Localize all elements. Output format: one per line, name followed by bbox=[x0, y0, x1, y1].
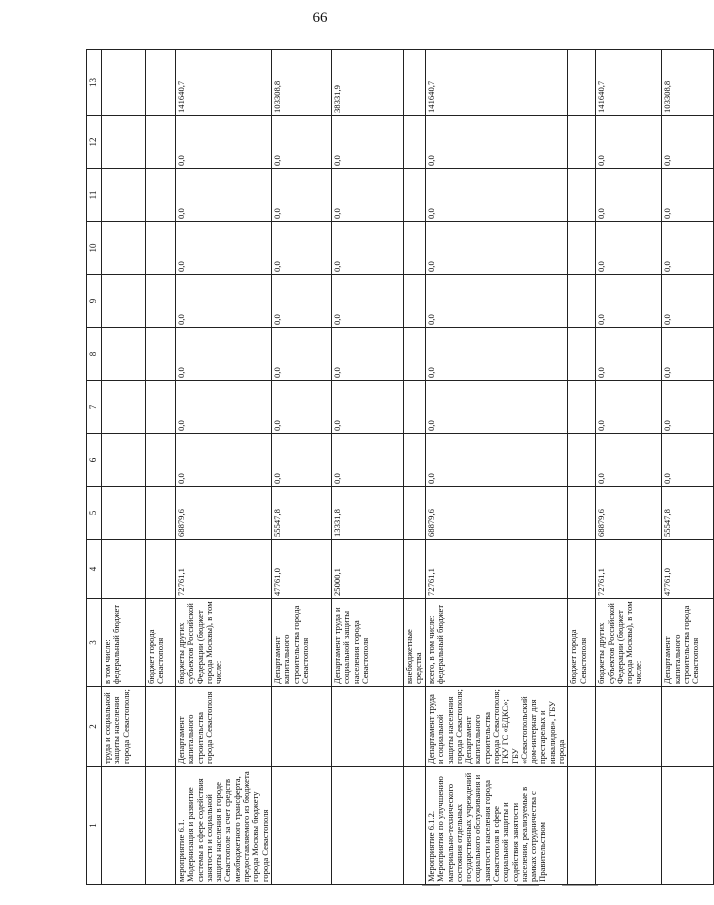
amount-cell: 0,0 bbox=[596, 116, 662, 169]
amount-cell: 68879,6 bbox=[596, 487, 662, 540]
amount-cell bbox=[568, 222, 596, 275]
amount-cell bbox=[568, 116, 596, 169]
column-header: 5 bbox=[87, 487, 102, 540]
table-row bbox=[332, 50, 404, 885]
amount-cell bbox=[146, 434, 176, 487]
page-number: 66 bbox=[312, 10, 328, 26]
responsible-executor-cell bbox=[272, 687, 332, 767]
amount-cell: 0,0 bbox=[662, 434, 714, 487]
amount-cell: 25000,1 bbox=[332, 540, 404, 599]
amount-cell bbox=[102, 381, 146, 434]
funding-source-cell: в том числе: федеральный бюджет bbox=[102, 599, 146, 687]
amount-cell bbox=[146, 222, 176, 275]
column-header: 8 bbox=[87, 328, 102, 381]
amount-cell: 0,0 bbox=[176, 169, 272, 222]
amount-cell: 0,0 bbox=[332, 434, 404, 487]
amount-cell: 0,0 bbox=[662, 222, 714, 275]
amount-cell bbox=[146, 169, 176, 222]
amount-cell: 0,0 bbox=[596, 222, 662, 275]
table-row bbox=[404, 50, 426, 885]
amount-cell: 0,0 bbox=[596, 169, 662, 222]
amount-cell bbox=[404, 540, 426, 599]
table-row bbox=[102, 50, 146, 885]
amount-cell: 0,0 bbox=[176, 116, 272, 169]
table-body bbox=[87, 50, 714, 885]
activity-name-cell: Мероприятие 6.1.2. Мероприятия по улучшению материально-технического состояния отдельных государственных учреждений социального обслуживания и занятости населения города Севастополя в сфере социальной защиты и содействия занятости населения, реализуемые в рамках сотрудничества с Правительством bbox=[426, 767, 568, 885]
amount-cell: 0,0 bbox=[332, 169, 404, 222]
amount-cell: 0,0 bbox=[332, 116, 404, 169]
amount-cell: 0,0 bbox=[426, 116, 568, 169]
amount-cell bbox=[404, 50, 426, 116]
amount-cell bbox=[404, 275, 426, 328]
table-row bbox=[426, 50, 568, 885]
rotated-table-container bbox=[86, 50, 701, 885]
responsible-executor-cell bbox=[596, 687, 662, 767]
amount-cell bbox=[568, 434, 596, 487]
amount-cell: 0,0 bbox=[272, 381, 332, 434]
activity-name-cell bbox=[568, 767, 596, 885]
amount-cell: 0,0 bbox=[272, 222, 332, 275]
amount-cell bbox=[404, 116, 426, 169]
amount-cell: 0,0 bbox=[332, 222, 404, 275]
funding-source-cell: всего, в том числе: федеральный бюджет bbox=[426, 599, 568, 687]
responsible-executor-cell bbox=[568, 687, 596, 767]
amount-cell: 72761,1 bbox=[426, 540, 568, 599]
table-row bbox=[272, 50, 332, 885]
column-header: 7 bbox=[87, 381, 102, 434]
amount-cell bbox=[146, 487, 176, 540]
amount-cell: 0,0 bbox=[176, 275, 272, 328]
amount-cell bbox=[102, 169, 146, 222]
column-header: 4 bbox=[87, 540, 102, 599]
column-header: 3 bbox=[87, 599, 102, 687]
amount-cell: 141640,7 bbox=[596, 50, 662, 116]
amount-cell bbox=[568, 169, 596, 222]
activity-name-cell bbox=[662, 767, 714, 885]
amount-cell: 103308,8 bbox=[662, 50, 714, 116]
amount-cell: 72761,1 bbox=[176, 540, 272, 599]
column-header: 11 bbox=[87, 169, 102, 222]
column-number-row bbox=[87, 50, 102, 885]
amount-cell: 0,0 bbox=[426, 222, 568, 275]
funding-source-cell: бюджеты других субъектов Российской Федерации (бюджет города Москвы), в том числе: bbox=[176, 599, 272, 687]
amount-cell: 0,0 bbox=[426, 169, 568, 222]
amount-cell bbox=[102, 116, 146, 169]
amount-cell: 0,0 bbox=[426, 328, 568, 381]
amount-cell bbox=[102, 487, 146, 540]
amount-cell: 103308,8 bbox=[272, 50, 332, 116]
amount-cell bbox=[568, 275, 596, 328]
column-header: 13 bbox=[87, 50, 102, 116]
amount-cell: 47761,0 bbox=[272, 540, 332, 599]
column-header: 2 bbox=[87, 687, 102, 767]
activity-name-cell bbox=[102, 767, 146, 885]
amount-cell: 0,0 bbox=[426, 381, 568, 434]
amount-cell: 0,0 bbox=[272, 328, 332, 381]
amount-cell: 68879,6 bbox=[426, 487, 568, 540]
amount-cell: 0,0 bbox=[426, 434, 568, 487]
amount-cell: 0,0 bbox=[176, 222, 272, 275]
amount-cell bbox=[146, 116, 176, 169]
amount-cell: 13331,8 bbox=[332, 487, 404, 540]
amount-cell: 0,0 bbox=[426, 275, 568, 328]
activity-name-cell: мероприятие 6.1. Модернизация и развитие системы в сфере содействия занятости и социальной защиты населения в городе Севастополе за счет средств межбюджетного трансферта, предоставляемого из бюджета города Москвы бюджету города Севастополя bbox=[176, 767, 272, 885]
amount-cell: 0,0 bbox=[272, 169, 332, 222]
column-header: 6 bbox=[87, 434, 102, 487]
amount-cell: 0,0 bbox=[662, 169, 714, 222]
amount-cell: 55547,8 bbox=[662, 487, 714, 540]
amount-cell: 0,0 bbox=[662, 328, 714, 381]
column-header: 10 bbox=[87, 222, 102, 275]
scan-artifact-marks bbox=[422, 885, 602, 889]
funding-source-cell: Департамент капитального строительства города Севастополя bbox=[272, 599, 332, 687]
amount-cell bbox=[404, 434, 426, 487]
amount-cell bbox=[568, 381, 596, 434]
amount-cell bbox=[146, 275, 176, 328]
amount-cell bbox=[568, 50, 596, 116]
table-row bbox=[146, 50, 176, 885]
amount-cell: 0,0 bbox=[662, 381, 714, 434]
responsible-executor-cell bbox=[404, 687, 426, 767]
responsible-executor-cell bbox=[332, 687, 404, 767]
amount-cell: 0,0 bbox=[272, 116, 332, 169]
amount-cell bbox=[568, 540, 596, 599]
amount-cell: 0,0 bbox=[272, 434, 332, 487]
amount-cell: 55547,8 bbox=[272, 487, 332, 540]
table-row bbox=[176, 50, 272, 885]
amount-cell bbox=[102, 222, 146, 275]
table-row bbox=[596, 50, 662, 885]
amount-cell bbox=[146, 381, 176, 434]
column-header: 12 bbox=[87, 116, 102, 169]
amount-cell bbox=[404, 169, 426, 222]
amount-cell bbox=[146, 540, 176, 599]
amount-cell bbox=[102, 50, 146, 116]
activity-name-cell bbox=[596, 767, 662, 885]
table-row bbox=[662, 50, 714, 885]
activity-name-cell bbox=[146, 767, 176, 885]
responsible-executor-cell: Департамент труда и социальной защиты населения города Севастополя; Департамент капитального строительства города Севастополя; ГКУ ГС «ЕДКС»; ГБУ «Севастопольский дом-интернат для престарелых и инвалидов», ГБУ города bbox=[426, 687, 568, 767]
funding-source-cell: бюджеты других субъектов Российской Федерации (бюджет города Москвы), в том числе: bbox=[596, 599, 662, 687]
amount-cell: 0,0 bbox=[332, 381, 404, 434]
amount-cell bbox=[102, 434, 146, 487]
amount-cell: 0,0 bbox=[662, 275, 714, 328]
activity-name-cell bbox=[332, 767, 404, 885]
amount-cell: 0,0 bbox=[596, 275, 662, 328]
amount-cell: 0,0 bbox=[596, 328, 662, 381]
amount-cell bbox=[404, 381, 426, 434]
activity-name-cell bbox=[404, 767, 426, 885]
amount-cell bbox=[404, 487, 426, 540]
amount-cell: 0,0 bbox=[176, 434, 272, 487]
amount-cell: 72761,1 bbox=[596, 540, 662, 599]
funding-source-cell: бюджет города Севастополя bbox=[568, 599, 596, 687]
amount-cell bbox=[404, 328, 426, 381]
funding-source-cell: бюджет города Севастополя bbox=[146, 599, 176, 687]
column-header: 9 bbox=[87, 275, 102, 328]
funding-source-cell: Департамент труда и социальной защиты населения города Севастополя bbox=[332, 599, 404, 687]
column-header: 1 bbox=[87, 767, 102, 885]
amount-cell bbox=[404, 222, 426, 275]
amount-cell bbox=[146, 50, 176, 116]
responsible-executor-cell: труда и социальной защиты населения города Севастополя; bbox=[102, 687, 146, 767]
amount-cell bbox=[102, 328, 146, 381]
amount-cell: 0,0 bbox=[332, 275, 404, 328]
funding-source-cell: внебюджетные средства bbox=[404, 599, 426, 687]
amount-cell: 0,0 bbox=[272, 275, 332, 328]
amount-cell bbox=[568, 487, 596, 540]
amount-cell bbox=[146, 328, 176, 381]
funding-source-cell: Департамент капитального строительства города Севастополя bbox=[662, 599, 714, 687]
amount-cell: 0,0 bbox=[176, 328, 272, 381]
amount-cell bbox=[568, 328, 596, 381]
responsible-executor-cell: Департамент капитального строительства города Севастополя bbox=[176, 687, 272, 767]
amount-cell: 68879,6 bbox=[176, 487, 272, 540]
responsible-executor-cell bbox=[662, 687, 714, 767]
amount-cell bbox=[102, 275, 146, 328]
budget-table bbox=[86, 49, 714, 885]
amount-cell: 0,0 bbox=[596, 381, 662, 434]
amount-cell: 0,0 bbox=[332, 328, 404, 381]
amount-cell: 38331,9 bbox=[332, 50, 404, 116]
amount-cell: 141640,7 bbox=[426, 50, 568, 116]
amount-cell: 141640,7 bbox=[176, 50, 272, 116]
amount-cell: 47761,0 bbox=[662, 540, 714, 599]
activity-name-cell bbox=[272, 767, 332, 885]
amount-cell: 0,0 bbox=[596, 434, 662, 487]
table-row bbox=[568, 50, 596, 885]
amount-cell bbox=[102, 540, 146, 599]
amount-cell: 0,0 bbox=[662, 116, 714, 169]
responsible-executor-cell bbox=[146, 687, 176, 767]
amount-cell: 0,0 bbox=[176, 381, 272, 434]
